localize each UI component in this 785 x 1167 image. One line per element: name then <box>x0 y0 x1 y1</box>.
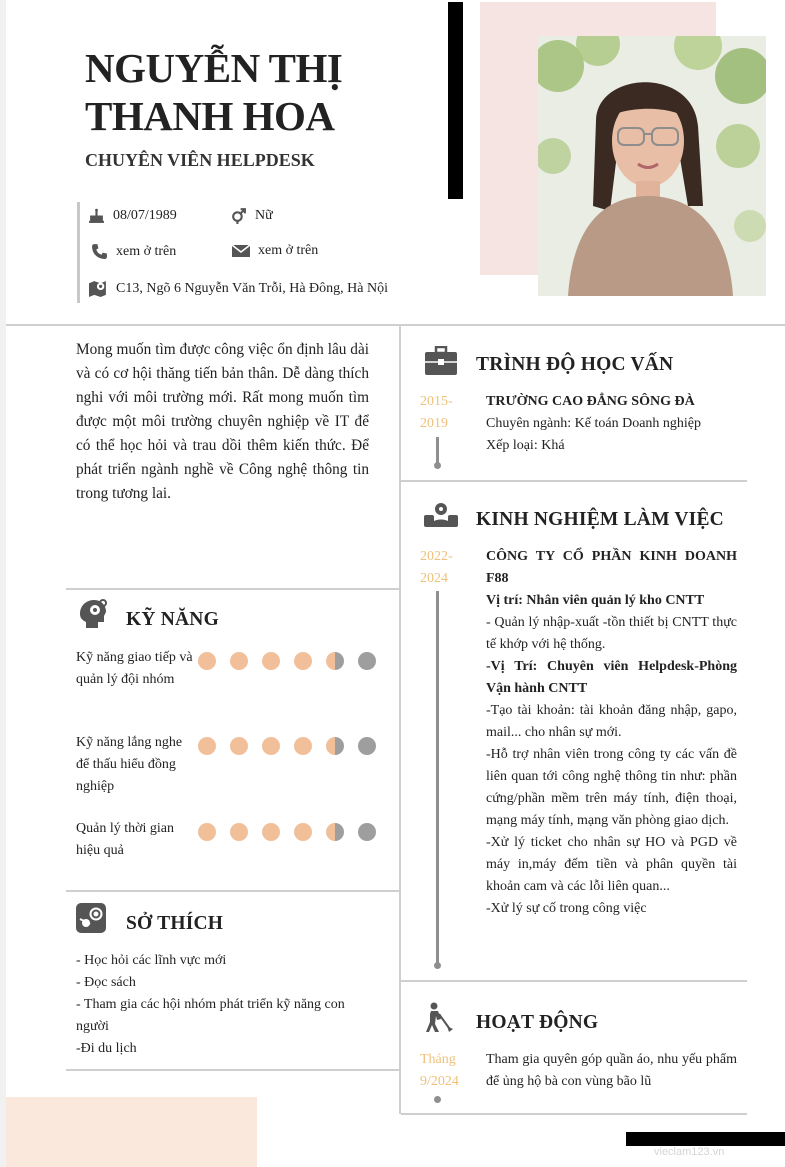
activities-timeline-dot <box>434 1096 441 1103</box>
skill-dot <box>230 652 248 670</box>
gender-text: Nữ <box>255 207 273 223</box>
experience-entry <box>486 546 737 920</box>
cake-icon <box>88 207 105 224</box>
skills-title: KỸ NĂNG <box>126 609 219 630</box>
worker-icon <box>425 1002 453 1037</box>
briefcase-icon <box>425 346 457 381</box>
role-1-title: Vị trí: Nhân viên quản lý kho CNTT <box>486 593 705 608</box>
skill-label: Kỹ năng giao tiếp và quản lý đội nhóm <box>76 650 193 687</box>
skill-label: Kỹ năng lắng nghe để thấu hiểu đồng nghiệp <box>76 735 183 794</box>
hobby-item: - Tham gia các hội nhóm phát triển kỹ năng con người <box>76 997 345 1034</box>
phone-text: xem ở trên <box>116 243 177 259</box>
education-timeline <box>436 437 439 464</box>
skill-rating <box>198 823 390 841</box>
role-2-title: -Vị Trí: Chuyên viên Helpdesk-Phòng Vận hành CNTT <box>486 659 737 696</box>
education-major: Chuyên ngành: Kế toán Doanh nghiệp <box>486 416 702 431</box>
activities-entry <box>486 1049 737 1093</box>
watermark: vieclam123.vn <box>654 1146 725 1158</box>
experience-title: KINH NGHIỆM LÀM VIỆC <box>476 509 724 530</box>
phone-icon <box>91 243 108 260</box>
skill-dot <box>326 737 344 755</box>
gender-icon <box>230 207 247 224</box>
skill-dot <box>230 823 248 841</box>
bottom-decor-bar <box>626 1132 785 1146</box>
person-desk-icon <box>424 501 458 536</box>
skill-dot <box>262 652 280 670</box>
job-title: CHUYÊN VIÊN HELPDESK <box>85 150 315 170</box>
experience-year-end: 2024 <box>420 571 448 586</box>
career-objective: Mong muốn tìm được công việc ổn định lâu dài và có cơ hội thăng tiến bản thân. Dễ dàng thích nghi với môi trường mới. Rất mong muốn tìm được một môi trường chuyên nghiệp về IT để có thể học hỏi và trau dồi thêm kiến thức. Để phát triển ngành nghề về Công nghệ thông tin trong tương lai. <box>76 341 369 502</box>
name-line-1: NGUYỄN THỊ <box>85 45 343 91</box>
activities-year-2: 9/2024 <box>420 1074 459 1089</box>
birthday-item <box>88 207 177 224</box>
education-title: TRÌNH ĐỘ HỌC VẤN <box>476 354 674 375</box>
experience-year-start: 2022- <box>420 549 453 564</box>
skill-dot <box>294 737 312 755</box>
skill-dot <box>294 823 312 841</box>
map-icon <box>89 280 108 297</box>
skill-dot <box>198 737 216 755</box>
role-2-desc-2: -Hỗ trợ nhân viên trong công ty các vấn đề liên quan tới công nghệ thông tin như: phần cứng/phần mềm trên máy tính, điện thoại, mạng máy tính, mạng văn phòng giao dịch. <box>486 747 737 828</box>
hobbies-title: SỞ THÍCH <box>126 913 224 934</box>
hobbies-divider <box>66 1069 401 1071</box>
skill-dot <box>262 737 280 755</box>
column-divider-2 <box>399 590 401 890</box>
address-text: C13, Ngõ 6 Nguyễn Văn Trỗi, Hà Đông, Hà Nội <box>116 280 388 296</box>
email-icon <box>232 244 250 258</box>
experience-timeline-dot <box>434 962 441 969</box>
skill-dot <box>230 737 248 755</box>
head-gears-icon <box>76 598 108 635</box>
education-divider <box>401 480 747 482</box>
skills-divider <box>66 890 401 892</box>
skill-dot <box>358 652 376 670</box>
skill-dot <box>198 823 216 841</box>
skill-dot <box>198 652 216 670</box>
skill-rating <box>198 737 390 755</box>
activities-year-1: Tháng <box>420 1052 456 1067</box>
birthday-text: 08/07/1989 <box>113 207 177 223</box>
profile-photo <box>538 36 766 296</box>
header-divider <box>6 324 785 326</box>
skill-dot <box>358 823 376 841</box>
activities-title: HOẠT ĐỘNG <box>476 1012 599 1033</box>
skill-dot <box>326 652 344 670</box>
role-2-desc-3: -Xử lý ticket cho nhân sự HO và PGD về máy in,máy đếm tiền và phân quyền tài khoản cam và các lỗi liên quan... <box>486 835 737 894</box>
hobby-item: - Đọc sách <box>76 975 136 990</box>
role-2-desc-1: -Tạo tài khoản: tài khoản đăng nhập, gapo, mail... cho nhân sự mới. <box>486 703 737 740</box>
page-edge <box>0 0 6 1167</box>
skill-dot <box>358 737 376 755</box>
hobby-list <box>76 950 369 1060</box>
experience-divider <box>401 980 747 982</box>
education-entry <box>486 391 737 457</box>
name-line-2: THANH HOA <box>85 93 335 139</box>
school-name: TRƯỜNG CAO ĐẲNG SÔNG ĐÀ <box>486 394 695 409</box>
skill-dot <box>262 823 280 841</box>
activity-desc: Tham gia quyên góp quần áo, nhu yếu phẩm để ủng hộ bà con vùng bão lũ <box>486 1052 737 1089</box>
peach-decor-block <box>6 1097 257 1167</box>
objective-divider <box>66 588 401 590</box>
email-item[interactable] <box>232 243 318 259</box>
hobby-item: -Đi du lịch <box>76 1041 137 1056</box>
hobby-item: - Học hỏi các lĩnh vực mới <box>76 953 227 968</box>
address-item <box>89 280 388 297</box>
education-timeline-dot <box>434 462 441 469</box>
skill-rating <box>198 652 390 670</box>
experience-timeline <box>436 591 439 964</box>
company-name: CÔNG TY CỔ PHẦN KINH DOANH F88 <box>486 549 737 586</box>
role-1-desc: - Quản lý nhập-xuất -tồn thiết bị CNTT thực tế khớp với hệ thống. <box>486 615 737 652</box>
education-grade: Xếp loại: Khá <box>486 438 565 453</box>
black-decor-bar <box>448 2 463 199</box>
column-divider-4 <box>399 1070 401 1114</box>
activities-divider <box>401 1113 747 1115</box>
role-2-desc-4: -Xử lý sự cố trong công việc <box>486 901 647 916</box>
email-text: xem ở trên <box>258 243 319 258</box>
gender-item <box>230 207 273 224</box>
skill-dot <box>326 823 344 841</box>
candidate-name <box>85 44 342 140</box>
skill-label: Quản lý thời gian hiệu quả <box>76 821 174 858</box>
skill-dot <box>294 652 312 670</box>
phone-item[interactable] <box>91 243 176 260</box>
education-year-start: 2015- <box>420 394 453 409</box>
steam-icon <box>76 903 106 938</box>
column-divider-1 <box>399 326 401 588</box>
education-year-end: 2019 <box>420 416 448 431</box>
